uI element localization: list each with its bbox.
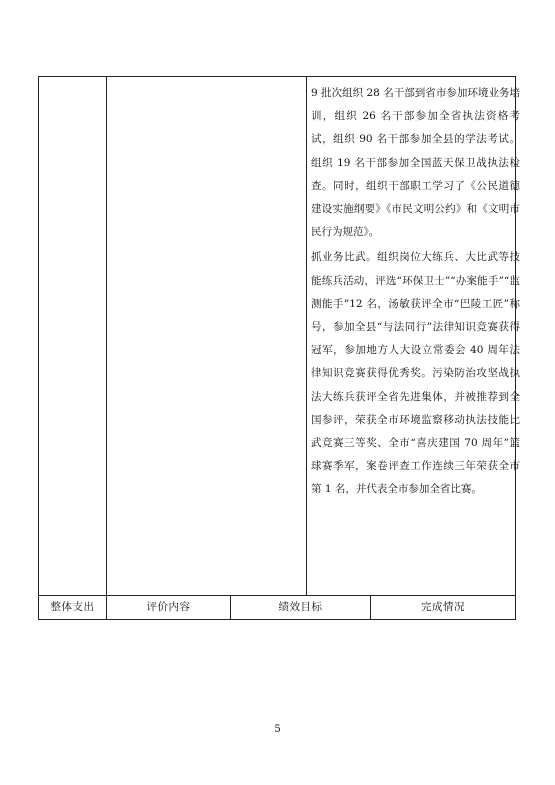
page-number: 5: [274, 724, 281, 735]
table-bottom-border: [38, 619, 516, 620]
table-left-border: [38, 76, 39, 620]
completion-content-cell: [311, 82, 520, 502]
training-paragraph: 9 批次组织 28 名干部到省市参加环境业务培训，组织 26 名干部参加全省执法资格考试，组织 90 名干部参加全县的学法考试。组织 19 名干部参加全国蓝天保卫战执法检查。同时，组织干部职工学习了《公民道德建设实施纲要》《市民文明公约》和《文明市民行为规范》。: [311, 87, 520, 239]
table-col-divider-2: [306, 76, 307, 596]
table-col-divider-1: [106, 76, 107, 620]
table-top-border: [38, 76, 516, 77]
header-performance-target: 绩效目标: [278, 601, 323, 613]
header-overall-expenditure: 整体支出: [50, 601, 95, 613]
header-evaluation-content: 评价内容: [146, 601, 191, 613]
competition-paragraph: 抓业务比武。组织岗位大练兵、大比武等技能练兵活动，评选“环保卫士”“办案能手”“监测能手”12 名，汤敏获评全市“巴陵工匠”称号，参加全县“与法同行”法律知识竞赛获得冠军，参加地方人大设立常委会 40 周年法律知识竞赛获得优秀奖。污染防治攻坚战执法大练兵获评全省先进集体，并被推荐到全国参评，荣获全市环境监察移动执法技能比武竞赛三等奖、全市“喜庆建国 70 周年”篮球赛季军，案卷评查工作连续三年荣获全市第 1 名，并代表全市参加全省比赛。: [311, 251, 520, 496]
header-completion-status: 完成情况: [421, 601, 465, 613]
